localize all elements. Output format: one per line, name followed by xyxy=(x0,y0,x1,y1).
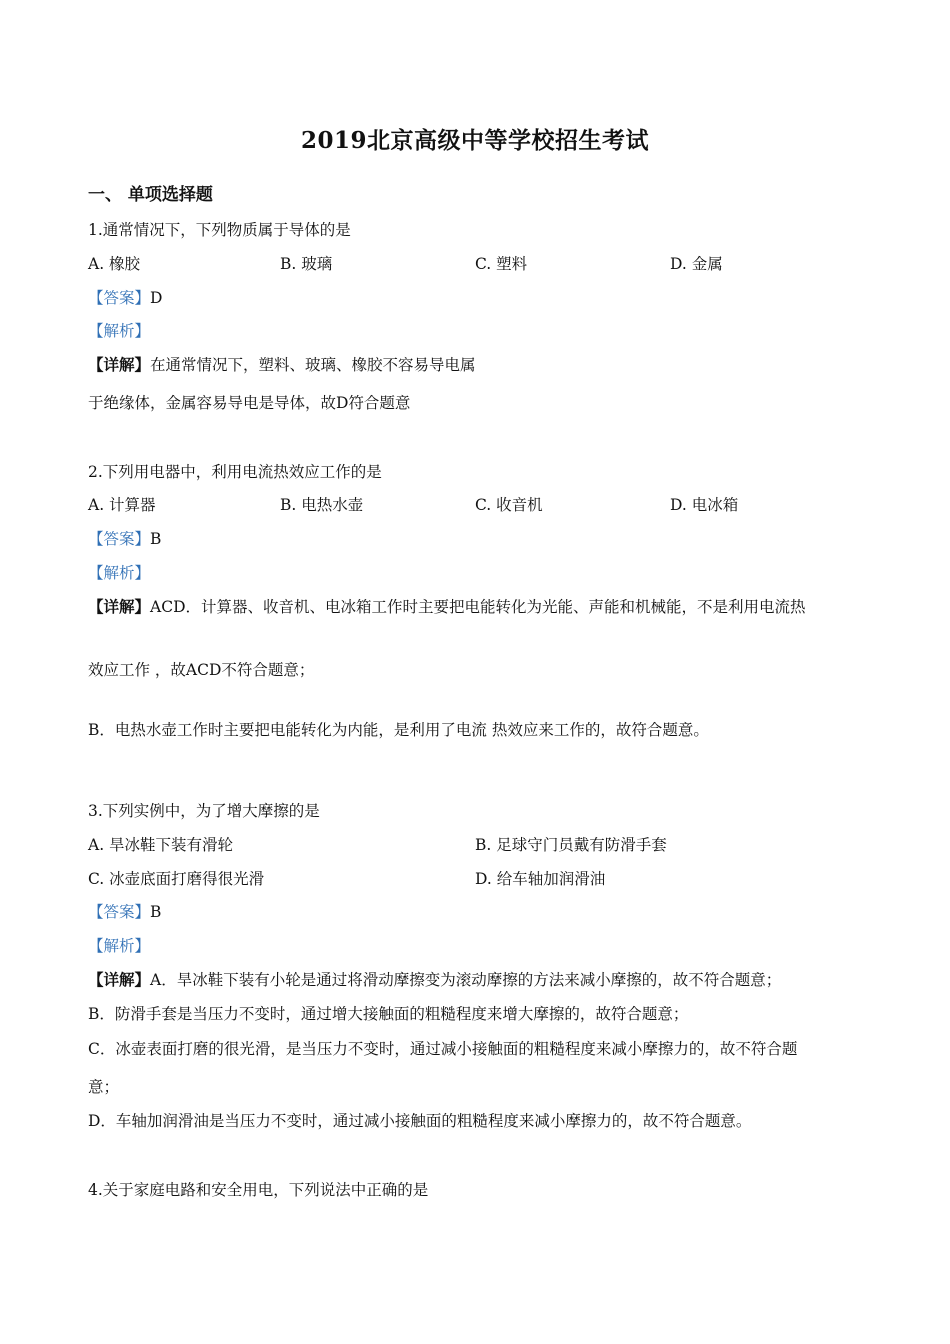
answer-tag: 【答案】 xyxy=(88,289,151,307)
page-title: 2019北京高级中等学校招生考试 xyxy=(300,127,649,154)
q1-option-d: D. 金属 xyxy=(670,255,723,273)
q1-answer xyxy=(88,286,162,308)
q1-detail-1 xyxy=(88,353,476,375)
q1-detail-2: 于绝缘体，金属容易导电是导体，故D符合题意 xyxy=(88,394,411,412)
q3-option-a: A. 旱冰鞋下装有滑轮 xyxy=(88,836,234,854)
q3-option-b: B. 足球守门员戴有防滑手套 xyxy=(475,836,667,854)
detail-tag: 【详解】 xyxy=(88,597,151,616)
q3-detail-4: 意； xyxy=(88,1078,120,1096)
q3-option-d: D. 给车轴加润滑油 xyxy=(475,870,606,888)
q1-detail-text: 在通常情况下，塑料、玻璃、橡胶不容易导电属 xyxy=(150,356,476,374)
q1-option-c: C. 塑料 xyxy=(475,255,528,273)
q2-stem: 2.下列用电器中，利用电流热效应工作的是 xyxy=(88,463,382,481)
q3-detail-1 xyxy=(88,968,781,990)
q3-detail-3: C．冰壶表面打磨的很光滑，是当压力不变时，通过减小接触面的粗糙程度来减小摩擦力的，故不符合题 xyxy=(88,1040,798,1058)
q3-detail-2: B．防滑手套是当压力不变时，通过增大接触面的粗糙程度来增大摩擦的，故符合题意； xyxy=(88,1005,689,1023)
answer-tag: 【答案】 xyxy=(88,530,151,548)
q2-option-b: B. 电热水壶 xyxy=(280,496,364,514)
detail-tag: 【详解】 xyxy=(88,355,151,374)
q3-analysis-tag: 【解析】 xyxy=(88,937,151,955)
q2-detail-text: ACD．计算器、收音机、电冰箱工作时主要把电能转化为光能、声能和机械能，不是利用电流热 xyxy=(150,598,806,616)
q3-answer xyxy=(88,900,161,922)
q2-analysis-tag: 【解析】 xyxy=(88,564,151,582)
q3-answer-value: B xyxy=(150,903,162,921)
q2-detail-3: B．电热水壶工作时主要把电能转化为内能，是利用了电流 热效应来工作的，故符合题意。 xyxy=(88,721,709,739)
section-heading: 一、 单项选择题 xyxy=(88,185,213,205)
answer-tag: 【答案】 xyxy=(88,903,151,921)
q2-detail-2: 效应工作 ，故ACD不符合题意； xyxy=(88,661,315,679)
q2-option-c: C. 收音机 xyxy=(475,496,543,514)
q4-stem: 4.关于家庭电路和安全用电，下列说法中正确的是 xyxy=(88,1181,429,1199)
q3-stem: 3.下列实例中，为了增大摩擦的是 xyxy=(88,802,320,820)
q1-option-b: B. 玻璃 xyxy=(280,255,333,273)
q2-detail-1 xyxy=(88,595,806,617)
q2-answer xyxy=(88,527,161,549)
q2-option-a: A. 计算器 xyxy=(88,496,156,514)
q3-detail-5: D．车轴加润滑油是当压力不变时，通过减小接触面的粗糙程度来减小摩擦力的，故不符合题意。 xyxy=(88,1112,752,1130)
q3-detail-text: A．旱冰鞋下装有小轮是通过将滑动摩擦变为滚动摩擦的方法来减小摩擦的，故不符合题意； xyxy=(150,971,782,989)
q1-option-a: A. 橡胶 xyxy=(88,255,141,273)
q1-answer-value: D xyxy=(150,289,163,307)
detail-tag: 【详解】 xyxy=(88,970,151,989)
q3-option-c: C. 冰壶底面打磨得很光滑 xyxy=(88,870,265,888)
q1-stem: 1.通常情况下，下列物质属于导体的是 xyxy=(88,221,351,239)
q2-option-d: D. 电冰箱 xyxy=(670,496,739,514)
q2-answer-value: B xyxy=(150,530,162,548)
q1-analysis-tag: 【解析】 xyxy=(88,322,151,340)
